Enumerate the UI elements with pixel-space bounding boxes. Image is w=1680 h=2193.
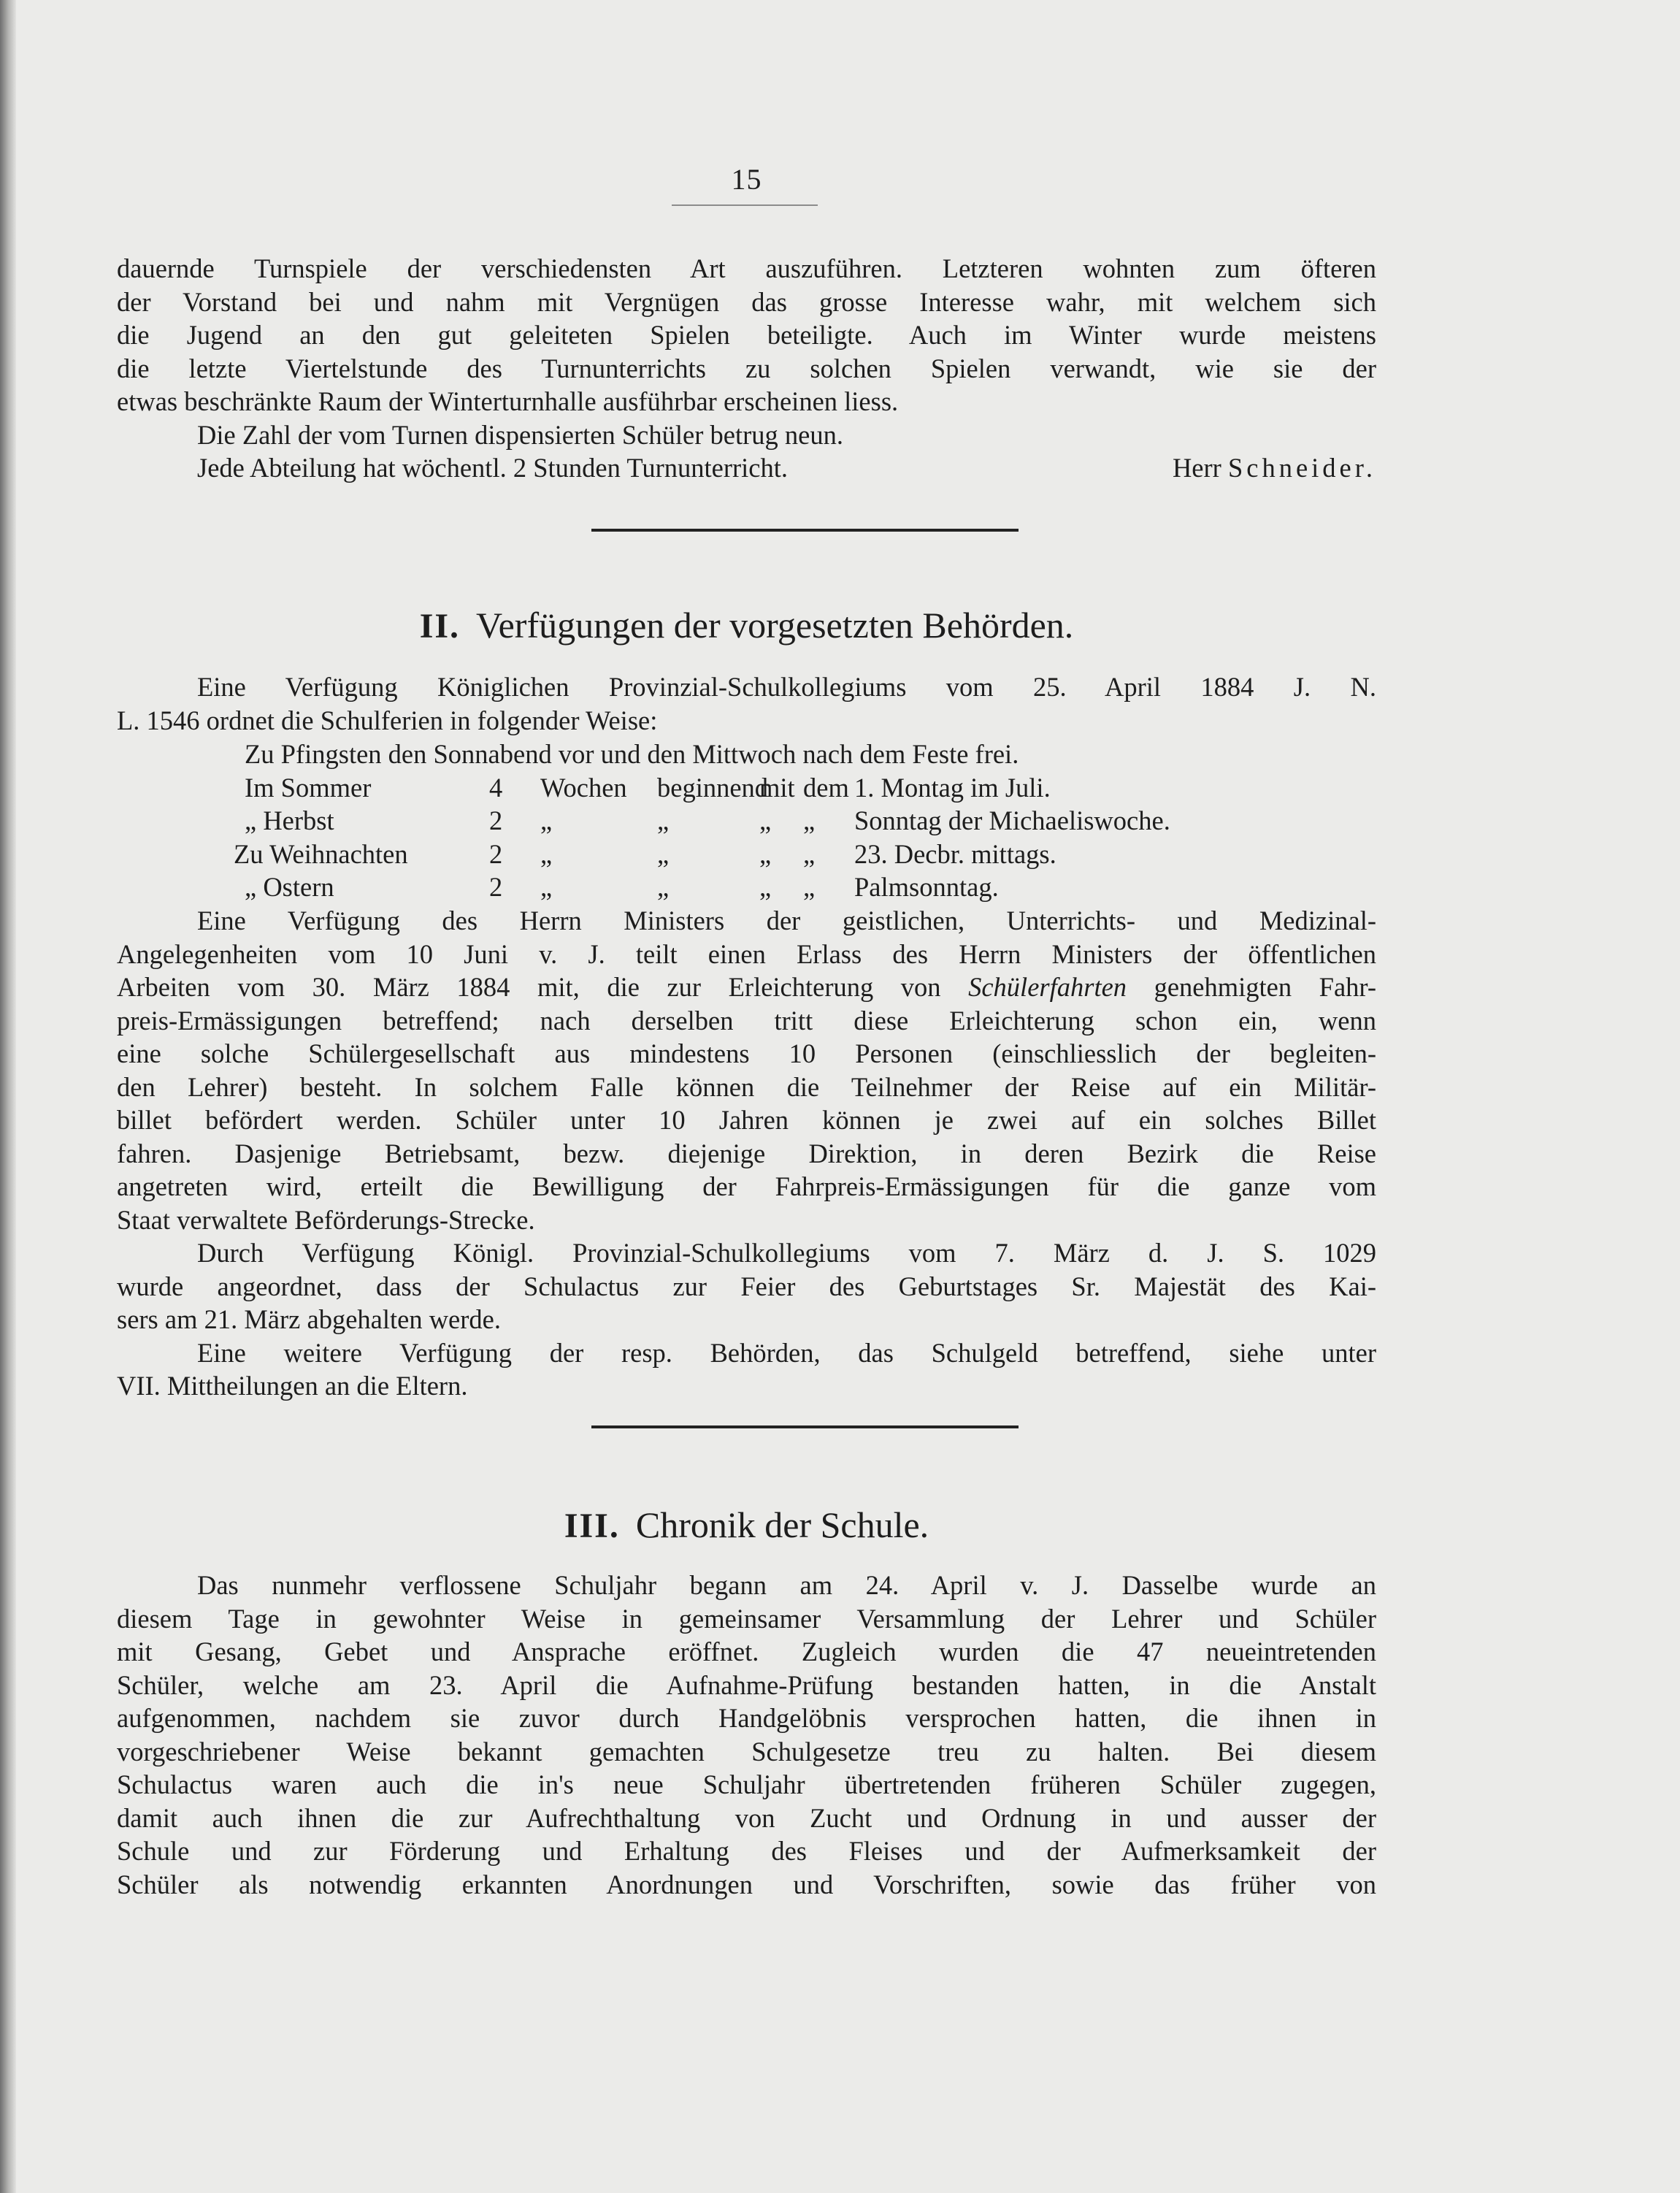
text-line: vorgeschriebener Weise bekannt gemachten Schulgesetze treu zu halten. Bei diesem: [117, 1736, 1376, 1767]
page-number-underline: [672, 204, 818, 206]
schedule-date: 1. Montag im Juli.: [854, 772, 1051, 803]
text-line: Schulactus waren auch die in's neue Schuljahr übertretenden früheren Schüler zugegen,: [117, 1769, 1376, 1799]
text-line: Angelegenheiten vom 10 Juni v. J. teilt einen Erlass des Herrn Ministers der öffentlichen: [117, 938, 1376, 969]
signature: [1173, 451, 1376, 485]
binding-edge: [0, 0, 16, 2193]
ditto-mark: „: [803, 805, 816, 835]
schedule-word: mit: [759, 772, 795, 803]
schedule-row: [117, 838, 1376, 871]
section-2-para-1: [117, 670, 1376, 737]
ditto-mark: „: [540, 872, 553, 902]
schedule-weeks: 2: [489, 838, 503, 869]
text-segment: genehmigten Fahr-: [1154, 972, 1377, 1002]
text-line: damit auch ihnen die zur Aufrechthaltung von Zucht und Ordnung in und ausser der: [117, 1802, 1376, 1833]
text-line: die Jugend an den gut geleiteten Spielen beteiligte. Auch im Winter wurde meistens: [117, 320, 1376, 350]
text-line: dauernde Turnspiele der verschiedensten Art auszuführen. Letzteren wohnten zum öfteren: [117, 253, 1376, 283]
text-line: sers am 21. März abgehalten werde.: [117, 1304, 501, 1334]
schedule-season: Im Sommer: [245, 772, 372, 803]
ditto-mark: „: [657, 872, 670, 902]
schedule-date: Sonntag der Michaeliswoche.: [854, 805, 1170, 835]
text-line: die letzte Viertelstunde des Turnunterrichts zu solchen Spielen verwandt, wie sie der: [117, 353, 1376, 383]
text-line: Das nunmehr verflossene Schuljahr begann am 24. April v. J. Dasselbe wurde an: [197, 1570, 1376, 1600]
ditto-mark: „: [657, 805, 670, 835]
schedule-row: [117, 870, 1376, 904]
text-line: Schule und zur Förderung und Erhaltung des Fleises und der Aufmerksamkeit der: [117, 1836, 1376, 1866]
text-line: [117, 971, 1376, 1004]
weekly-signature-line: [117, 451, 1376, 485]
schedule-date: 23. Decbr. mittags.: [854, 838, 1056, 869]
ditto-mark: „: [803, 872, 816, 902]
text-line: eine solche Schülergesellschaft aus mindestens 10 Personen (einschliesslich der begleiten-: [117, 1038, 1376, 1068]
text-segment: Arbeiten vom 30. März 1884 mit, die zur Erleichterung von: [117, 972, 941, 1002]
schedule-weeks: 2: [489, 805, 503, 835]
schedule-row: [117, 738, 1376, 771]
text-line: wurde angeordnet, dass der Schulactus zur Feier des Geburtstages Sr. Majestät des Kai-: [117, 1271, 1376, 1301]
text-line: VII. Mittheilungen an die Eltern.: [117, 1371, 468, 1401]
section-divider: [591, 1425, 1019, 1428]
ditto-mark: „: [759, 872, 772, 902]
signature-prefix: Herr: [1172, 453, 1221, 483]
schedule-row: [117, 771, 1376, 805]
ditto-mark: „: [540, 838, 553, 869]
ditto-mark: „: [657, 838, 670, 869]
text-line: fahren. Dasjenige Betriebsamt, bezw. diejenige Direktion, in deren Bezirk die Reise: [117, 1138, 1376, 1168]
section-3-numeral: III.: [564, 1507, 620, 1545]
section-2-title: Verfügungen der vorgesetzten Behörden.: [476, 605, 1074, 646]
page-number: 15: [731, 163, 762, 196]
text-line: der Vorstand bei und nahm mit Vergnügen das grosse Interesse wahr, mit welchem sich: [117, 286, 1376, 317]
section-3-title: Chronik der Schule.: [635, 1504, 929, 1545]
schedule-season: „ Ostern: [245, 872, 334, 902]
text-line: den Lehrer) besteht. In solchem Falle können die Teilnehmer der Reise auf ein Militär-: [117, 1071, 1376, 1102]
text-line: billet befördert werden. Schüler unter 10 Jahren können je zwei auf ein solches Billet: [117, 1105, 1376, 1135]
text-line: Eine Verfügung Königlichen Provinzial-Schulkollegiums vom 25. April 1884 J. N.: [197, 672, 1376, 702]
dispensed-line: Die Zahl der vom Turnen dispensierten Schüler betrug neun.: [197, 419, 843, 450]
signature-name: Schneider.: [1227, 453, 1376, 483]
text-line: Staat verwaltete Beförderungs-Strecke.: [117, 1204, 535, 1235]
schedule-word: Wochen: [540, 772, 627, 803]
text-line: preis-Ermässigungen betreffend; nach derselben tritt diese Erleichterung schon ein, wenn: [117, 1005, 1376, 1036]
schedule-word: beginnend: [657, 772, 769, 803]
schedule-weeks: 4: [489, 772, 503, 803]
pentecost-line: Zu Pfingsten den Sonnabend vor und den Mittwoch nach dem Feste frei.: [245, 739, 1019, 769]
holiday-schedule: [117, 738, 1376, 904]
text-line: L. 1546 ordnet die Schulferien in folgender Weise:: [117, 705, 658, 735]
schedule-weeks: 2: [489, 872, 503, 902]
schedule-word: dem: [803, 772, 849, 803]
text-line: mit Gesang, Gebet und Ansprache eröffnet. Zugleich wurden die 47 neueintretenden: [117, 1637, 1376, 1666]
book-page: [117, 0, 1376, 2193]
ditto-mark: „: [803, 838, 816, 869]
text-line: diesem Tage in gewohnter Weise in gemeinsamer Versammlung der Lehrer und Schüler: [117, 1603, 1376, 1634]
schedule-season: „ Herbst: [245, 805, 334, 835]
intro-paragraph: [117, 252, 1376, 485]
section-3-paragraph: [117, 1569, 1376, 1901]
schedule-season: Zu Weihnachten: [234, 838, 408, 869]
schedule-row: [117, 804, 1376, 838]
section-3-heading: [117, 1503, 1376, 1548]
weekly-hours-text: Jede Abteilung hat wöchentl. 2 Stunden Turnunterricht.: [197, 453, 788, 483]
schedule-date: Palmsonntag.: [854, 872, 999, 902]
text-line: Schüler, welche am 23. April die Aufnahme-Prüfung bestanden hatten, in die Anstalt: [117, 1669, 1376, 1700]
text-line: angetreten wird, erteilt die Bewilligung der Fahrpreis-Ermässigungen für die ganze vom: [117, 1171, 1376, 1201]
italic-term: Schülerfahrten: [968, 972, 1127, 1002]
text-line: Schüler als notwendig erkannten Anordnungen und Vorschriften, sowie das früher von: [117, 1869, 1376, 1899]
text-line: etwas beschränkte Raum der Winterturnhalle ausführbar erscheinen liess.: [117, 386, 899, 416]
ditto-mark: „: [540, 805, 553, 835]
section-divider: [591, 529, 1019, 532]
section-2-numeral: II.: [419, 607, 461, 646]
ditto-mark: „: [759, 805, 772, 835]
section-2-heading: [117, 603, 1376, 648]
text-line: Durch Verfügung Königl. Provinzial-Schulkollegiums vom 7. März d. J. S. 1029: [197, 1238, 1376, 1268]
text-line: aufgenommen, nachdem sie zuvor durch Handgelöbnis versprochen hatten, die ihnen in: [117, 1703, 1376, 1733]
text-line: Eine Verfügung des Herrn Ministers der geistlichen, Unterrichts- und Medizinal-: [197, 906, 1376, 935]
ditto-mark: „: [759, 838, 772, 869]
section-2-para-2: [117, 904, 1376, 1403]
text-line: Eine weitere Verfügung der resp. Behörden, das Schulgeld betreffend, siehe unter: [197, 1337, 1376, 1368]
